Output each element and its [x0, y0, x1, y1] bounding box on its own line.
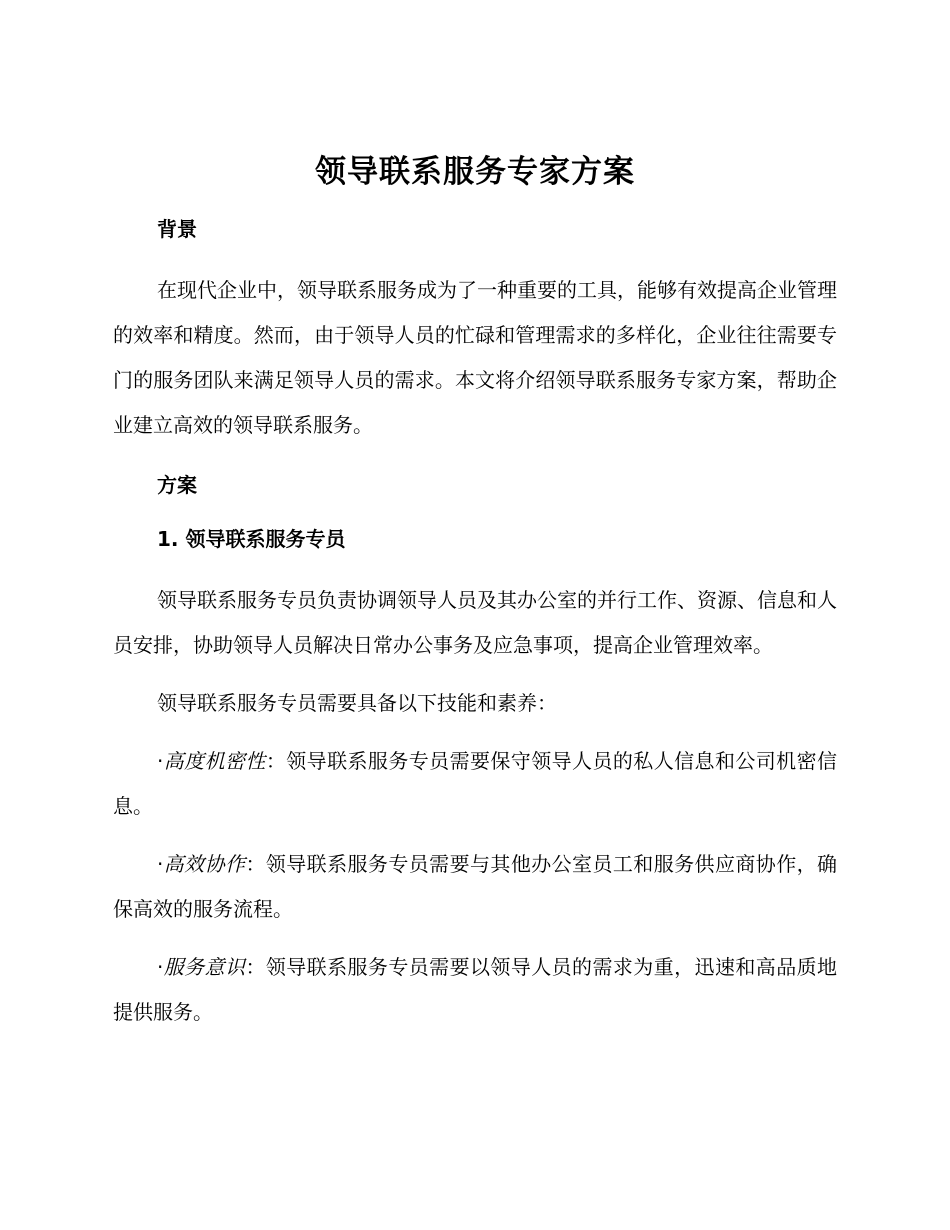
skill-label: 高度机密性: [163, 749, 266, 773]
skill-label: 高效协作: [163, 852, 246, 876]
skill-text: 领导联系服务专员需要与其他办公室员工和服务供应商协作，确保高效的服务流程。: [113, 852, 838, 921]
skill-separator: ：: [245, 852, 266, 876]
skill-separator: ：: [245, 955, 266, 979]
skill-item: [113, 945, 837, 1035]
skill-text: 领导联系服务专员需要以领导人员的需求为重，迅速和高品质地提供服务。: [113, 955, 838, 1024]
document-title: 领导联系服务专家方案: [315, 154, 635, 190]
subsection-heading-liaison-officer: 1. 领导联系服务专员: [157, 527, 346, 551]
bullet-icon: ·: [157, 955, 164, 979]
liaison-officer-paragraph: 领导联系服务专员负责协调领导人员及其办公室的并行工作、资源、信息和人员安排，协助领导人员解决日常办公事务及应急事项，提高企业管理效率。: [113, 588, 837, 657]
background-paragraph: 在现代企业中，领导联系服务成为了一种重要的工具，能够有效提高企业管理的效率和精度。然而，由于领导人员的忙碌和管理需求的多样化，企业往往需要专门的服务团队来满足领导人员的需求。本文将介绍领导联系服务专家方案，帮助企业建立高效的领导联系服务。: [113, 278, 837, 437]
skill-item: [113, 739, 837, 829]
bullet-icon: ·: [157, 852, 164, 876]
skill-item: [113, 842, 837, 932]
skill-text: 领导联系服务专员需要保守领导人员的私人信息和公司机密信息。: [113, 749, 838, 818]
skill-label: 服务意识: [163, 955, 246, 979]
skills-intro-paragraph: 领导联系服务专员需要具备以下技能和素养：: [157, 691, 557, 715]
section-heading-plan: 方案: [157, 473, 197, 497]
bullet-icon: ·: [157, 749, 164, 773]
section-heading-background: 背景: [157, 217, 197, 241]
skill-separator: ：: [265, 749, 287, 773]
